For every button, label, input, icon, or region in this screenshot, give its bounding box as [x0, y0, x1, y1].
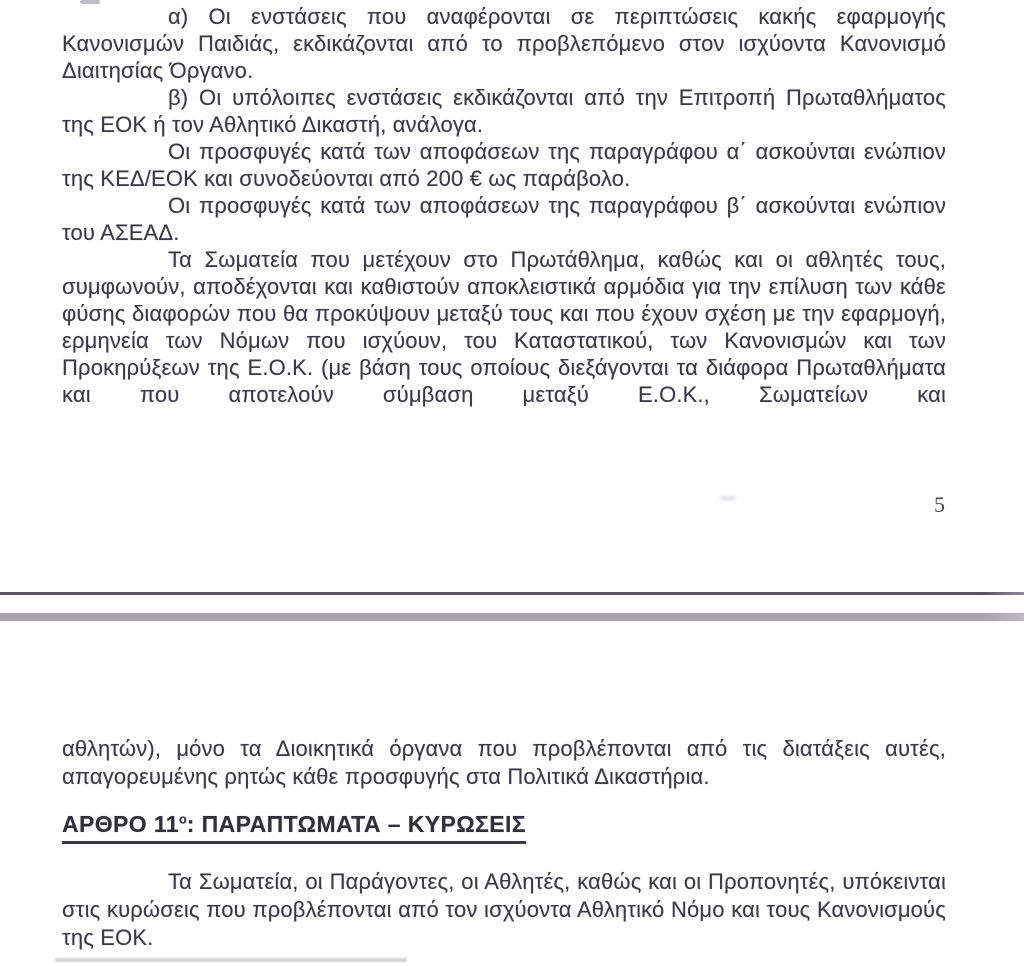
scan-artifact-bottom — [55, 958, 407, 962]
paragraph-sanctions: Τα Σωματεία, οι Παράγοντες, οι Αθλητές, καθώς και οι Προπονητές, υπόκεινται στις κυρώσεις που προβλέπονται από τον ισχύοντα Αθλητικό Νόμο και τους Κανονισμούς της ΕΟΚ. — [62, 869, 946, 950]
paragraph-objections-a: α) Οι ενστάσεις που αναφέρονται σε περιπτώσεις κακής εφαρμογής Κανονισμών Παιδιάς, εκδικάζονται από το προβλεπόμενο στον ισχύοντα Κανονισμό Διαιτησίας Όργανο. — [62, 4, 946, 83]
paragraph-continuation: αθλητών), μόνο τα Διοικητικά όργανα που προβλέπονται από τις διατάξεις αυτές, απαγορευμένης ρητώς κάθε προσφυγής στα Πολιτικά Δικαστήρια. — [62, 736, 946, 789]
scan-artifact-mid — [720, 496, 736, 501]
article-heading-prefix: ΑΡΘΡΟ 11 — [62, 811, 179, 837]
article-11-heading — [62, 811, 526, 844]
page-break-gray-band — [0, 613, 1024, 621]
article-heading-suffix: : ΠΑΡΑΠΤΩΜΑΤΑ – ΚΥΡΩΣΕΙΣ — [186, 811, 526, 837]
paragraph-appeals-a: Οι προσφυγές κατά των αποφάσεων της παραγράφου α΄ ασκούνται ενώπιον της ΚΕΔ/ΕΟΚ και συνοδεύονται από 200 € ως παράβολο. — [62, 139, 946, 191]
paragraph-objections-b: β) Οι υπόλοιπες ενστάσεις εκδικάζονται από την Επιτροπή Πρωταθλήματος της ΕΟΚ ή τον Αθλητικό Δικαστή, ανάλογα. — [62, 85, 946, 137]
page-number: 5 — [934, 492, 945, 517]
main-text-block — [62, 3, 946, 408]
paragraph-clubs-jurisdiction: Τα Σωματεία που μετέχουν στο Πρωτάθλημα, καθώς και οι αθλητές τους, συμφωνούν, αποδέχονται και καθιστούν αποκλειστικά αρμόδια για την επίλυση των κάθε φύσης διαφορών που θα προκύψουν μεταξύ τους και που έχουν σχέση με την εφαρμογή, ερμηνεία των Νόμων που ισχύουν, του Καταστατικού, των Κανονισμών και των Προκηρύξεων της Ε.Ο.Κ. (με βάση τους οποίους διεξάγονται τα διάφορα Πρωταθλήματα και που αποτελούν σύμβαση μεταξύ Ε.Ο.Κ., Σωματείων και — [62, 247, 946, 407]
continuation-text-block — [62, 735, 946, 791]
sanctions-text-block — [62, 868, 946, 952]
paragraph-appeals-b: Οι προσφυγές κατά των αποφάσεων της παραγράφου β΄ ασκούνται ενώπιον του ΑΣΕΑΔ. — [62, 193, 946, 245]
page-break-thin-line — [0, 592, 1024, 595]
article-number-ordinal: ο — [178, 812, 187, 827]
